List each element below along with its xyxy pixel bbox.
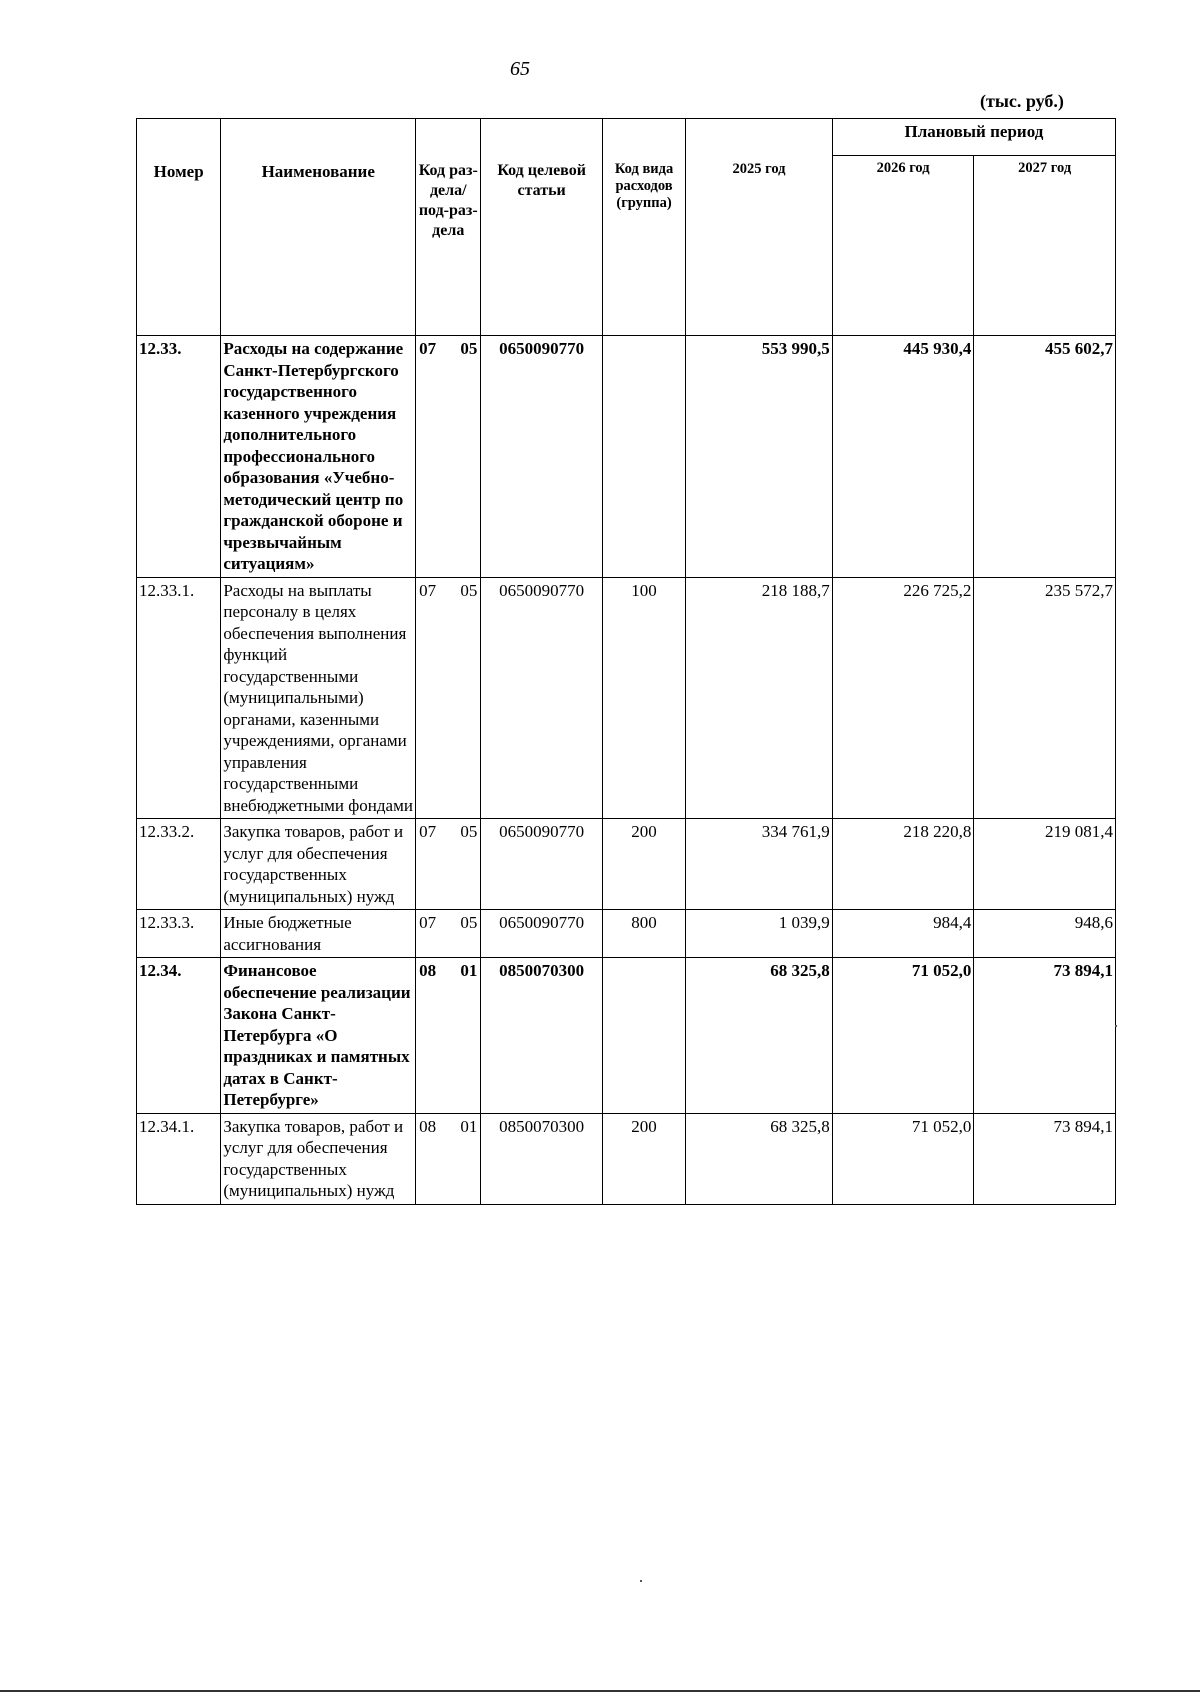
table-row bbox=[137, 819, 1116, 910]
cell-expense-type: 200 bbox=[602, 819, 685, 910]
cell-2027: 455 602,7 bbox=[974, 336, 1116, 578]
section-code: 07 bbox=[419, 913, 437, 932]
cell-name: Финансовое обеспечение реализации Закона Санкт-Петербурга «О праздниках и памятных датах в Санкт-Петербурге» bbox=[221, 958, 416, 1114]
table-row bbox=[137, 910, 1116, 958]
subsection-code: 05 bbox=[460, 822, 478, 841]
table-row bbox=[137, 336, 1116, 578]
cell-target-code: 0650090770 bbox=[481, 577, 602, 819]
budget-table bbox=[136, 118, 1116, 1205]
table-row bbox=[137, 1113, 1116, 1204]
cell-section-code bbox=[416, 1113, 481, 1204]
header-number: Номер bbox=[137, 119, 221, 336]
scan-edge-line bbox=[0, 1690, 1200, 1692]
cell-name: Закупка товаров, работ и услуг для обеспечения государственных (муниципальных) нужд bbox=[221, 819, 416, 910]
subsection-code: 05 bbox=[460, 580, 478, 600]
cell-2027: 73 894,1 bbox=[974, 1113, 1116, 1204]
cell-expense-type: 200 bbox=[602, 1113, 685, 1204]
cell-target-code: 0850070300 bbox=[481, 1113, 602, 1204]
cell-target-code: 0650090770 bbox=[481, 910, 602, 958]
header-expense-type: Код вида расходов (группа) bbox=[602, 119, 685, 336]
cell-number: 12.33. bbox=[137, 336, 221, 578]
cell-target-code: 0850070300 bbox=[481, 958, 602, 1114]
page-number: 65 bbox=[510, 58, 530, 80]
cell-2025: 1 039,9 bbox=[686, 910, 833, 958]
header-target-code: Код целевой статьи bbox=[481, 119, 602, 336]
subsection-code: 01 bbox=[460, 961, 478, 980]
header-planning-period: Плановый период bbox=[832, 119, 1115, 156]
cell-section-code bbox=[416, 819, 481, 910]
cell-number: 12.34. bbox=[137, 958, 221, 1114]
section-code: 08 bbox=[419, 1116, 437, 1136]
cell-section-code bbox=[416, 577, 481, 819]
section-code: 08 bbox=[419, 961, 437, 980]
cell-2027: 73 894,1 bbox=[974, 958, 1116, 1114]
cell-number: 12.33.2. bbox=[137, 819, 221, 910]
header-2026: 2026 год bbox=[832, 156, 974, 336]
cell-2027: 235 572,7 bbox=[974, 577, 1116, 819]
cell-expense-type: 800 bbox=[602, 910, 685, 958]
cell-2027: 219 081,4 bbox=[974, 819, 1116, 910]
cell-2025: 334 761,9 bbox=[686, 819, 833, 910]
section-code: 07 bbox=[419, 580, 437, 600]
cell-2025: 68 325,8 bbox=[686, 1113, 833, 1204]
cell-name: Расходы на выплаты персоналу в целях обеспечения выполнения функций государственными (муниципальными) органами, казенными учреждениями, органами управления государственными внебюджетными фондами bbox=[221, 577, 416, 819]
scan-speck bbox=[640, 1580, 642, 1582]
cell-name: Закупка товаров, работ и услуг для обеспечения государственных (муниципальных) нужд bbox=[221, 1113, 416, 1204]
cell-name: Расходы на содержание Санкт-Петербургского государственного казенного учреждения дополнительного профессионального образования «Учебно-методический центр по гражданской обороне и чрезвычайным ситуациям» bbox=[221, 336, 416, 578]
cell-2025: 218 188,7 bbox=[686, 577, 833, 819]
cell-number: 12.34.1. bbox=[137, 1113, 221, 1204]
cell-2026: 71 052,0 bbox=[832, 958, 974, 1114]
cell-2025: 553 990,5 bbox=[686, 336, 833, 578]
table-row bbox=[137, 958, 1116, 1114]
header-name: Наименование bbox=[221, 119, 416, 336]
header-section-code: Код раз-дела/ под-раз-дела bbox=[416, 119, 481, 336]
cell-target-code: 0650090770 bbox=[481, 819, 602, 910]
cell-2027: 948,6 bbox=[974, 910, 1116, 958]
cell-section-code bbox=[416, 336, 481, 578]
cell-2026: 226 725,2 bbox=[832, 577, 974, 819]
cell-name: Иные бюджетные ассигнования bbox=[221, 910, 416, 958]
units-note: (тыс. руб.) bbox=[980, 91, 1064, 111]
table-row bbox=[137, 577, 1116, 819]
subsection-code: 05 bbox=[460, 913, 478, 932]
cell-2026: 218 220,8 bbox=[832, 819, 974, 910]
cell-expense-type bbox=[602, 958, 685, 1114]
cell-expense-type: 100 bbox=[602, 577, 685, 819]
scan-speck bbox=[1115, 1025, 1117, 1027]
cell-2025: 68 325,8 bbox=[686, 958, 833, 1114]
cell-2026: 984,4 bbox=[832, 910, 974, 958]
header-2025: 2025 год bbox=[686, 119, 833, 336]
cell-section-code bbox=[416, 910, 481, 958]
cell-number: 12.33.3. bbox=[137, 910, 221, 958]
cell-number: 12.33.1. bbox=[137, 577, 221, 819]
header-2027: 2027 год bbox=[974, 156, 1116, 336]
subsection-code: 01 bbox=[460, 1116, 478, 1136]
section-code: 07 bbox=[419, 339, 437, 358]
cell-expense-type bbox=[602, 336, 685, 578]
cell-section-code bbox=[416, 958, 481, 1114]
cell-2026: 445 930,4 bbox=[832, 336, 974, 578]
subsection-code: 05 bbox=[460, 339, 478, 358]
cell-2026: 71 052,0 bbox=[832, 1113, 974, 1204]
section-code: 07 bbox=[419, 822, 437, 841]
cell-target-code: 0650090770 bbox=[481, 336, 602, 578]
